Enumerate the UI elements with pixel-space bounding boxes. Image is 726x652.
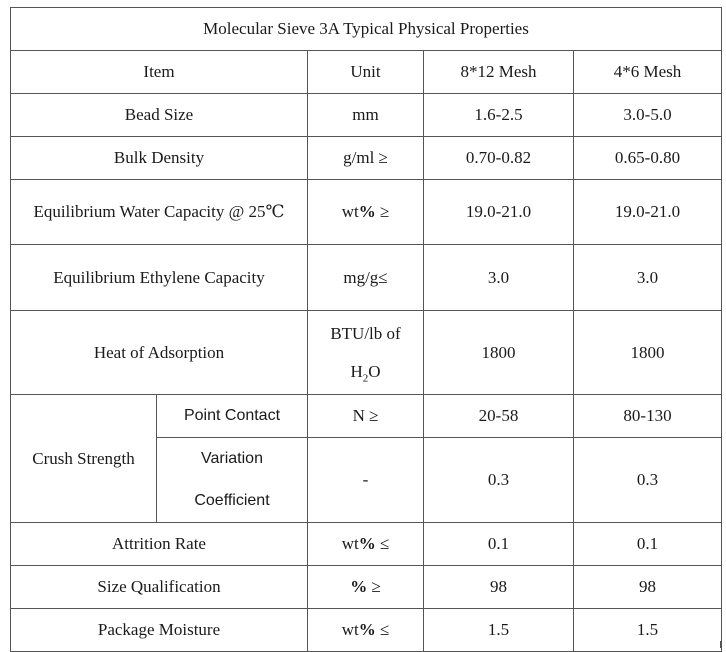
unit-prefix: wt: [341, 534, 359, 553]
variation-coefficient-label: [157, 438, 308, 523]
variation-line-1: Variation: [201, 450, 263, 467]
unit-suffix: ≤: [375, 620, 390, 639]
table-title: Molecular Sieve 3A Typical Physical Properties: [11, 8, 722, 51]
row-item: Equilibrium Water Capacity @ 25℃: [11, 180, 308, 245]
row-value-4x6: 19.0-21.0: [574, 180, 722, 245]
row-value-4x6: 1.5: [574, 609, 722, 652]
point-contact-unit: N ≥: [308, 395, 424, 438]
row-unit: mg/g≤: [308, 245, 424, 311]
point-contact-8x12: 20-58: [424, 395, 574, 438]
point-contact-4x6: 80-130: [574, 395, 722, 438]
unit-suffix: ≥: [375, 202, 390, 221]
crush-row-point: [11, 395, 722, 438]
row-value-4x6: 98: [574, 566, 722, 609]
row-item: Attrition Rate: [11, 523, 308, 566]
header-item: Item: [11, 51, 308, 94]
header-8x12-mesh: 8*12 Mesh: [424, 51, 574, 94]
variation-8x12: 0.3: [424, 438, 574, 523]
point-contact-label: Point Contact: [157, 395, 308, 438]
variation-4x6: 0.3: [574, 438, 722, 523]
unit-percent: %: [358, 620, 376, 639]
row-item: Equilibrium Ethylene Capacity: [11, 245, 308, 311]
unit-subscript: 2: [362, 371, 369, 384]
row-value-8x12: 3.0: [424, 245, 574, 311]
unit-suffix: ≥: [367, 577, 381, 596]
unit-prefix: wt: [341, 202, 359, 221]
table-row: [11, 94, 722, 137]
crush-strength-label: Crush Strength: [11, 395, 157, 523]
unit-line-1: BTU/lb of: [330, 323, 401, 343]
header-row: [11, 51, 722, 94]
properties-table: [10, 7, 722, 652]
unit-suffix: ≤: [375, 534, 390, 553]
row-unit: [308, 566, 424, 609]
unit-line-2: [312, 353, 419, 391]
table-row: [11, 311, 722, 395]
row-item: Size Qualification: [11, 566, 308, 609]
unit-percent: %: [358, 202, 376, 221]
row-value-4x6: 3.0: [574, 245, 722, 311]
row-value-8x12: 0.70-0.82: [424, 137, 574, 180]
row-value-8x12: 0.1: [424, 523, 574, 566]
table-row: [11, 566, 722, 609]
table-row: [11, 523, 722, 566]
table-continuation: [10, 641, 721, 648]
row-unit: g/ml ≥: [308, 137, 424, 180]
unit-percent: %: [350, 577, 368, 596]
row-unit: [308, 523, 424, 566]
row-item: Package Moisture: [11, 609, 308, 652]
table-row: [11, 180, 722, 245]
variation-unit: -: [308, 438, 424, 523]
row-unit: [308, 311, 424, 395]
row-value-8x12: 19.0-21.0: [424, 180, 574, 245]
unit-h: H: [350, 361, 363, 381]
row-value-8x12: 1.6-2.5: [424, 94, 574, 137]
table-row: [11, 245, 722, 311]
row-item: Bulk Density: [11, 137, 308, 180]
row-value-4x6: 0.65-0.80: [574, 137, 722, 180]
row-unit: [308, 180, 424, 245]
header-4x6-mesh: 4*6 Mesh: [574, 51, 722, 94]
row-value-4x6: 3.0-5.0: [574, 94, 722, 137]
table-row: [11, 137, 722, 180]
row-value-8x12: 1.5: [424, 609, 574, 652]
row-value-4x6: 1800: [574, 311, 722, 395]
row-value-8x12: 98: [424, 566, 574, 609]
row-unit: mm: [308, 94, 424, 137]
row-value-4x6: 0.1: [574, 523, 722, 566]
unit-prefix: wt: [341, 620, 359, 639]
header-unit: Unit: [308, 51, 424, 94]
title-row: [11, 8, 722, 51]
unit-o: O: [368, 361, 381, 381]
row-item: Heat of Adsorption: [11, 311, 308, 395]
row-value-8x12: 1800: [424, 311, 574, 395]
variation-line-2: Coefficient: [194, 492, 270, 509]
unit-percent: %: [358, 534, 376, 553]
row-item: Bead Size: [11, 94, 308, 137]
